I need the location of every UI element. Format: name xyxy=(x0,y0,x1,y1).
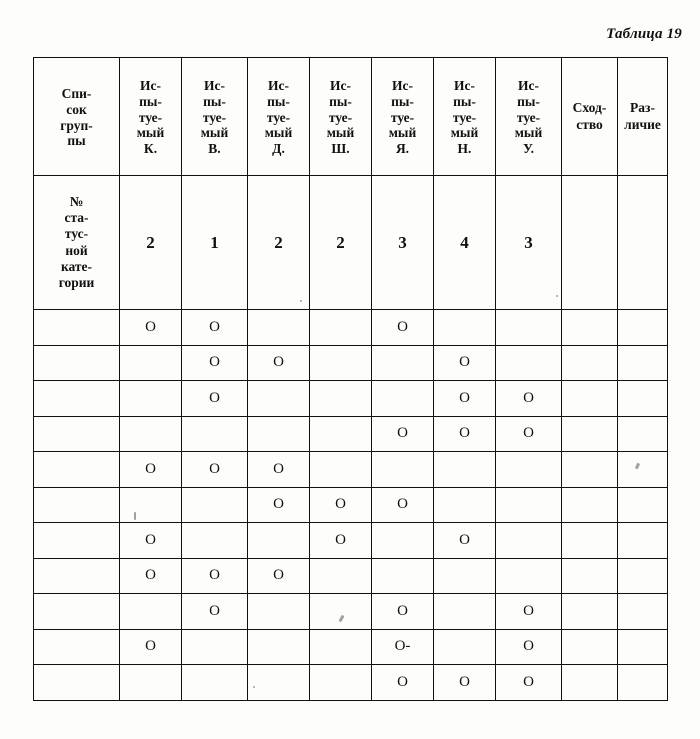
cell-difference xyxy=(618,416,668,452)
line: Ис- xyxy=(330,77,351,93)
table-row xyxy=(34,310,668,346)
cell-v xyxy=(182,523,248,559)
cell-ya: О xyxy=(372,416,434,452)
line: мый xyxy=(136,125,165,141)
cell-v: О xyxy=(182,345,248,381)
cell-group-list xyxy=(34,381,120,417)
line: ство xyxy=(576,116,603,132)
line: мый xyxy=(450,125,479,141)
header-cell-subject-v xyxy=(182,58,248,176)
cell-similarity xyxy=(562,558,618,594)
cell-difference xyxy=(618,487,668,523)
cell-group-list xyxy=(34,487,120,523)
cell-u xyxy=(496,523,562,559)
status-value-k: 2 xyxy=(120,176,182,310)
cell-ya: О xyxy=(372,665,434,701)
cell-similarity xyxy=(562,381,618,417)
line: мый xyxy=(326,125,355,141)
line: пы xyxy=(67,133,86,149)
cell-difference xyxy=(618,381,668,417)
cell-similarity xyxy=(562,416,618,452)
cell-similarity xyxy=(562,487,618,523)
status-category-label xyxy=(34,176,120,310)
cell-group-list xyxy=(34,452,120,488)
cell-n: О xyxy=(434,523,496,559)
cell-ya: О xyxy=(372,594,434,630)
cell-k xyxy=(120,345,182,381)
line: К. xyxy=(143,141,158,157)
cell-v xyxy=(182,416,248,452)
line: Ис- xyxy=(204,77,225,93)
cell-k: О xyxy=(120,629,182,665)
status-value-difference xyxy=(618,176,668,310)
cell-n: О xyxy=(434,345,496,381)
cell-d xyxy=(248,594,310,630)
cell-group-list xyxy=(34,310,120,346)
line: груп- xyxy=(60,117,93,133)
header-cell-group-list xyxy=(34,58,120,176)
table-row xyxy=(34,558,668,594)
cell-n: О xyxy=(434,416,496,452)
line: Ис- xyxy=(392,77,413,93)
line: пы- xyxy=(391,93,414,109)
line: гории xyxy=(58,274,95,290)
cell-difference xyxy=(618,345,668,381)
cell-similarity xyxy=(562,629,618,665)
line: пы- xyxy=(267,93,290,109)
line: пы- xyxy=(453,93,476,109)
line: туе- xyxy=(202,109,227,125)
cell-difference xyxy=(618,310,668,346)
cell-similarity xyxy=(562,452,618,488)
header-cell-similarity xyxy=(562,58,618,176)
line: Я. xyxy=(395,141,410,157)
line: Сход- xyxy=(572,100,607,116)
cell-k xyxy=(120,416,182,452)
cell-difference xyxy=(618,558,668,594)
line: туе- xyxy=(516,109,541,125)
scan-speck xyxy=(134,512,136,520)
header-subject-d-stack xyxy=(248,72,309,162)
cell-n xyxy=(434,452,496,488)
line: пы- xyxy=(203,93,226,109)
cell-d xyxy=(248,629,310,665)
table-row xyxy=(34,345,668,381)
table-row xyxy=(34,416,668,452)
header-subject-v-stack xyxy=(182,72,247,162)
status-value-ya: 3 xyxy=(372,176,434,310)
cell-u xyxy=(496,345,562,381)
cell-difference xyxy=(618,665,668,701)
cell-u xyxy=(496,452,562,488)
cell-sh xyxy=(310,452,372,488)
line: У. xyxy=(522,141,535,157)
line: Ис- xyxy=(140,77,161,93)
header-cell-subject-ya xyxy=(372,58,434,176)
cell-v: О xyxy=(182,594,248,630)
cell-k xyxy=(120,381,182,417)
header-cell-subject-d xyxy=(248,58,310,176)
cell-ya: О xyxy=(372,310,434,346)
header-subject-sh-stack xyxy=(310,72,371,162)
cell-n xyxy=(434,629,496,665)
cell-ya xyxy=(372,523,434,559)
line: № xyxy=(69,193,84,209)
cell-k: О xyxy=(120,310,182,346)
table-row xyxy=(34,665,668,701)
line: сок xyxy=(66,101,87,117)
scan-speck xyxy=(253,686,255,688)
header-subject-u-stack xyxy=(496,72,561,162)
cell-group-list xyxy=(34,665,120,701)
cell-v xyxy=(182,487,248,523)
header-subject-k-stack xyxy=(120,72,181,162)
header-cell-subject-k xyxy=(120,58,182,176)
line: туе- xyxy=(452,109,477,125)
scan-speck xyxy=(556,295,558,297)
cell-similarity xyxy=(562,345,618,381)
cell-sh xyxy=(310,558,372,594)
cell-sh xyxy=(310,594,372,630)
cell-sh xyxy=(310,310,372,346)
line: ста- xyxy=(64,210,89,226)
line: Ис- xyxy=(454,77,475,93)
status-value-u: 3 xyxy=(496,176,562,310)
cell-u: О xyxy=(496,416,562,452)
table-caption: Таблица 19 xyxy=(606,26,682,42)
cell-k: О xyxy=(120,452,182,488)
cell-d: О xyxy=(248,487,310,523)
line: Спи- xyxy=(61,85,92,101)
line: туе- xyxy=(390,109,415,125)
cell-d xyxy=(248,665,310,701)
cell-v xyxy=(182,629,248,665)
cell-ya xyxy=(372,381,434,417)
header-cell-subject-u xyxy=(496,58,562,176)
cell-group-list xyxy=(34,416,120,452)
header-subject-ya-stack xyxy=(372,72,433,162)
header-cell-subject-sh xyxy=(310,58,372,176)
cell-sh xyxy=(310,665,372,701)
cell-group-list xyxy=(34,594,120,630)
header-cell-subject-n xyxy=(434,58,496,176)
line: Ис- xyxy=(268,77,289,93)
cell-difference xyxy=(618,523,668,559)
cell-u: О xyxy=(496,629,562,665)
cell-n: О xyxy=(434,665,496,701)
line: мый xyxy=(264,125,293,141)
cell-u xyxy=(496,310,562,346)
cell-group-list xyxy=(34,558,120,594)
cell-v: О xyxy=(182,381,248,417)
line: В. xyxy=(208,141,221,157)
cell-group-list xyxy=(34,629,120,665)
cell-difference xyxy=(618,452,668,488)
line: Ис- xyxy=(518,77,539,93)
cell-difference xyxy=(618,594,668,630)
cell-ya: О xyxy=(372,487,434,523)
line: пы- xyxy=(139,93,162,109)
cell-n xyxy=(434,310,496,346)
cell-u xyxy=(496,487,562,523)
cell-u xyxy=(496,558,562,594)
cell-k: О xyxy=(120,558,182,594)
cell-v xyxy=(182,665,248,701)
table-row xyxy=(34,452,668,488)
cell-d: О xyxy=(248,452,310,488)
line: туе- xyxy=(328,109,353,125)
cell-u: О xyxy=(496,594,562,630)
cell-d xyxy=(248,416,310,452)
cell-n xyxy=(434,487,496,523)
cell-ya: О- xyxy=(372,629,434,665)
cell-similarity xyxy=(562,310,618,346)
status-value-sh: 2 xyxy=(310,176,372,310)
cell-v: О xyxy=(182,310,248,346)
line: кате- xyxy=(60,258,93,274)
line: Д. xyxy=(272,141,285,157)
cell-group-list xyxy=(34,523,120,559)
table-row xyxy=(34,523,668,559)
scan-speck xyxy=(300,300,302,302)
table-header-row xyxy=(34,58,668,176)
line: ной xyxy=(65,242,88,258)
table-row xyxy=(34,487,668,523)
cell-u: О xyxy=(496,665,562,701)
cell-ya xyxy=(372,452,434,488)
header-cell-difference xyxy=(618,58,668,176)
cell-difference xyxy=(618,629,668,665)
line: тус- xyxy=(64,226,89,242)
line: туе- xyxy=(138,109,163,125)
cell-k: О xyxy=(120,523,182,559)
status-value-similarity xyxy=(562,176,618,310)
header-subject-n-stack xyxy=(434,72,495,162)
table-row xyxy=(34,381,668,417)
cell-similarity xyxy=(562,594,618,630)
cell-sh xyxy=(310,345,372,381)
table-row xyxy=(34,594,668,630)
cell-k xyxy=(120,665,182,701)
cell-group-list xyxy=(34,345,120,381)
status-value-v: 1 xyxy=(182,176,248,310)
line: Ш. xyxy=(331,141,350,157)
cell-d xyxy=(248,523,310,559)
cell-k xyxy=(120,487,182,523)
cell-k xyxy=(120,594,182,630)
line: мый xyxy=(388,125,417,141)
cell-d xyxy=(248,381,310,417)
line: личие xyxy=(624,116,661,132)
status-value-n: 4 xyxy=(434,176,496,310)
cell-ya xyxy=(372,345,434,381)
cell-d: О xyxy=(248,345,310,381)
cell-v: О xyxy=(182,452,248,488)
line: туе- xyxy=(266,109,291,125)
cell-similarity xyxy=(562,665,618,701)
cell-n xyxy=(434,558,496,594)
line: пы- xyxy=(517,93,540,109)
status-value-d: 2 xyxy=(248,176,310,310)
status-category-table xyxy=(33,57,668,701)
line: пы- xyxy=(329,93,352,109)
cell-sh xyxy=(310,416,372,452)
cell-n xyxy=(434,594,496,630)
status-category-row xyxy=(34,176,668,310)
line: мый xyxy=(514,125,543,141)
cell-sh: О xyxy=(310,523,372,559)
cell-similarity xyxy=(562,523,618,559)
cell-sh xyxy=(310,629,372,665)
cell-d xyxy=(248,310,310,346)
cell-d: О xyxy=(248,558,310,594)
line: Раз- xyxy=(630,100,655,116)
cell-ya xyxy=(372,558,434,594)
cell-u: О xyxy=(496,381,562,417)
header-group-list-stack xyxy=(34,80,119,154)
line: мый xyxy=(200,125,229,141)
table-row xyxy=(34,629,668,665)
line: Н. xyxy=(457,141,472,157)
cell-v: О xyxy=(182,558,248,594)
cell-n: О xyxy=(434,381,496,417)
cell-sh xyxy=(310,381,372,417)
cell-sh: О xyxy=(310,487,372,523)
